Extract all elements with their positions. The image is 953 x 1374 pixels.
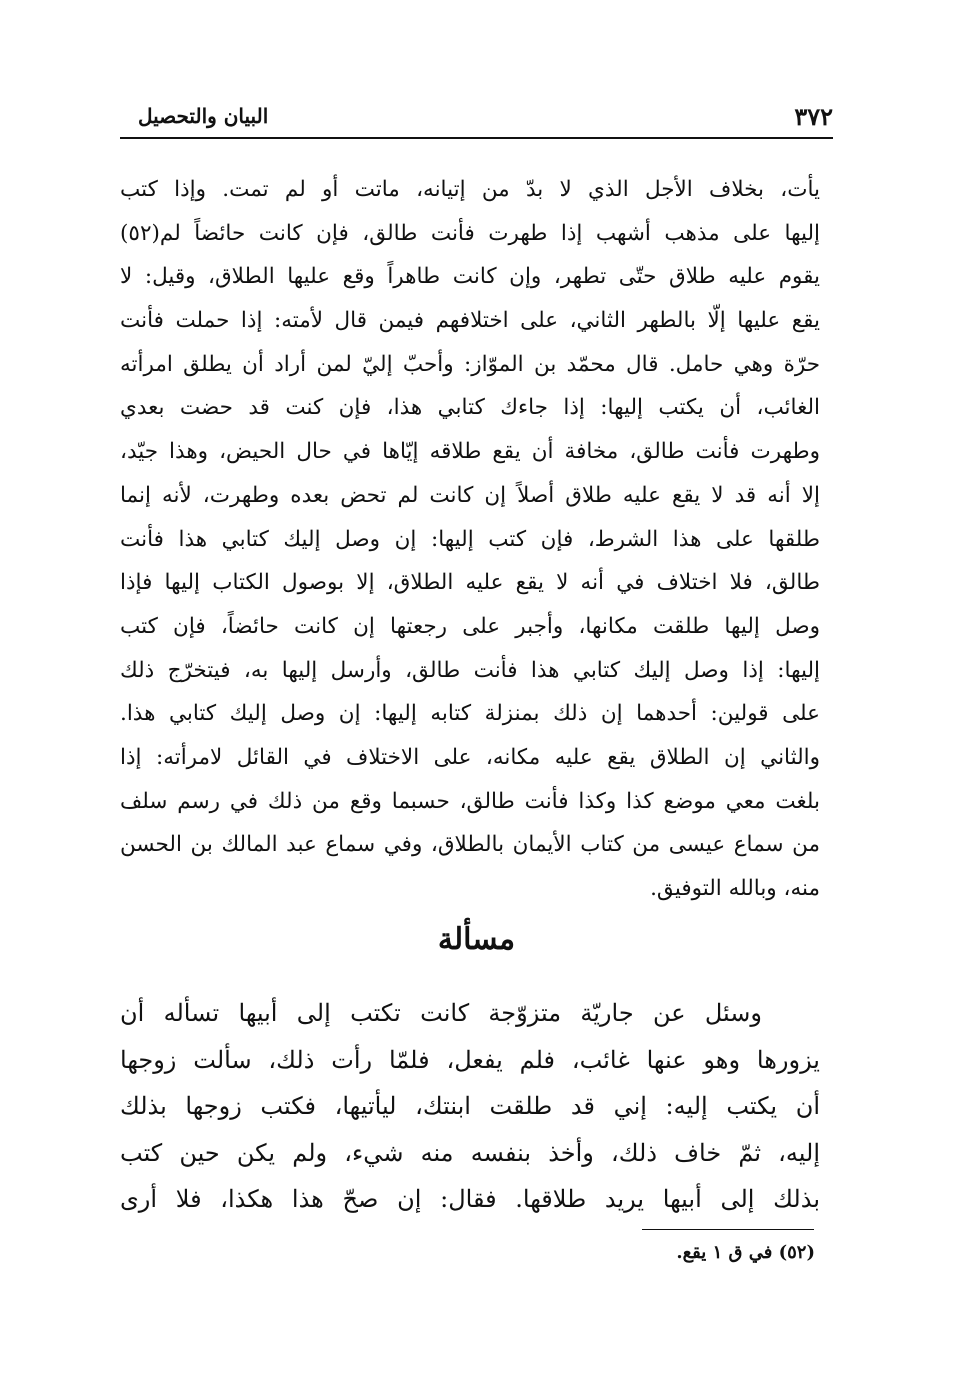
text-line: بلغت معي موضع كذا وكذا فأنت طالق، حسبما وقع من ذلك في رسم سلف xyxy=(120,788,820,814)
section-line: وسئل عن جاريّة متزوّجة كانت تكتب إلى أبيها تسأله أن xyxy=(120,999,762,1027)
running-title: البيان والتحصيل xyxy=(138,104,269,128)
text-line: إلا أنه قد لا يقع عليه طلاق أصلاً إن كانت لم تحض بعده وطهرت، لأنه إنما xyxy=(120,482,820,508)
section-line: بذلك إلى أبيها يريد طلاقها. فقال: إن صحّ هذا هكذا، فلا أرى xyxy=(120,1185,820,1213)
header-rule xyxy=(120,137,833,139)
body-text xyxy=(120,168,820,911)
text-line: والثاني إن الطلاق يقع عليه مكانه، على الاختلاف في القائل لامرأته: إذا xyxy=(120,744,820,770)
text-line: الغائب، أن يكتب إليها: إذا جاءك كتابي هذا، فإن كنت قد حضت بعدي xyxy=(120,395,820,421)
text-line: وصل إليها طلقت مكانها، وأجبر على رجعتها إن كانت حائضاً، فإن كتب xyxy=(120,613,820,639)
text-line: من سماع عيسى من كتاب الأيمان بالطلاق، وفي سماع عبد المالك بن الحسن xyxy=(120,832,820,858)
text-line: طالق، فلا اختلاف في أنه لا يقع عليه الطلاق، إلا بوصول الكتاب إليها فإذا xyxy=(120,570,820,596)
text-line: حرّة وهي حامل. قال محمّد بن الموّاز: وأحبّ إليّ لمن أراد أن يطلق امرأته xyxy=(120,351,820,377)
section-line: يزورها وهو عنها غائب، فلم يفعل، فلمّا رأت ذلك، سألت زوجها xyxy=(120,1045,820,1074)
text-line: طلقها على هذا الشرط، فإن كتب إليها: إن وصل إليك كتابي هذا فأنت xyxy=(120,526,820,552)
section-line: إليه، ثمّ خاف ذلك، وأخذ بنفسه منه شيء، ولم يكن حين كتب xyxy=(120,1138,820,1167)
page-header xyxy=(120,100,833,136)
footnote-rule xyxy=(642,1229,814,1230)
text-line: إليها على مذهب أشهب إذا طهرت فأنت طالق، فإن كانت حائضاً لم(٥٢) xyxy=(120,220,820,246)
section-heading: مسألة xyxy=(437,922,516,957)
section-text xyxy=(120,990,820,1223)
footnote: (٥٢) في ق ١ يقع. xyxy=(676,1242,815,1263)
text-line: منه، وبالله التوفيق. xyxy=(650,876,820,901)
text-line: يقع عليها إلّا بالطهر الثاني، على اختلافهم فيمن قال لأمته: إذا حملت فأنت xyxy=(120,308,820,334)
section-line: أن يكتب إليه: إني قد طلقت ابنتك، ليأتيها، فكتب زوجها بذلك xyxy=(120,1092,820,1120)
text-line: وطهرت فأنت طالق، مخافة أن يقع طلاقه إيّاها في حال الحيض، وهذا جيّد، xyxy=(120,439,820,465)
text-line: يأت، بخلاف الأجل الذي لا بدّ من إتيانه، ماتت أو لم تمت. وإذا كتب xyxy=(120,177,820,202)
text-line: إليها: إذا وصل إليك كتابي هذا فأنت طالق، وأرسل إليها به، فيتخرّج ذلك xyxy=(120,657,820,683)
text-line: على قولين: أحدهما إن ذلك بمنزلة كتابه إليها: إن وصل إليك كتابي هذا. xyxy=(120,701,820,727)
text-line: يقوم عليه طلاق حتّى تطهر، وإن كانت طاهراً وقع عليها الطلاق، وقيل: لا xyxy=(120,264,820,290)
page-number: ٣٧٢ xyxy=(794,102,833,131)
